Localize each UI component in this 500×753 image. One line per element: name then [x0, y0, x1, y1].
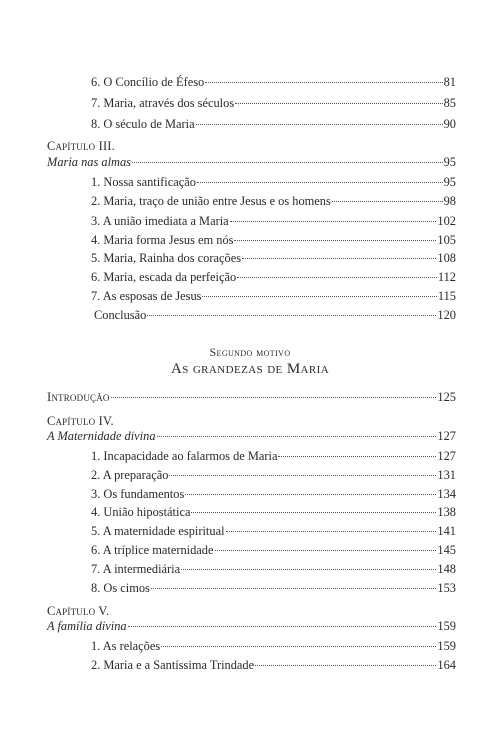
toc-entry-page: 164	[437, 658, 456, 672]
toc-entry	[91, 562, 456, 577]
chapter-title: A Maternidade divina	[47, 429, 156, 443]
toc-entry	[91, 487, 456, 502]
toc-entry-page: 85	[443, 96, 456, 110]
toc-entry-label: 3. Os fundamentos	[91, 487, 185, 501]
toc-entry-label: 3. A união imediata a Maria	[91, 214, 229, 228]
toc-entry-label: 5. Maria, Rainha dos corações	[91, 251, 242, 265]
toc-entry-page: 145	[437, 543, 456, 557]
toc-entry	[91, 194, 456, 209]
toc-entry-page: 141	[437, 524, 456, 538]
chapter-heading: Capítulo V.	[47, 604, 110, 618]
toc-entry-page: 153	[437, 581, 456, 595]
toc-entry-label: 8. O século de Maria	[91, 117, 195, 131]
toc-entry	[91, 233, 456, 248]
leader-dots	[191, 512, 436, 513]
toc-entry-label: 1. Incapacidade ao falarmos de Maria	[91, 449, 278, 463]
toc-entry	[91, 96, 456, 111]
leader-dots	[147, 315, 436, 316]
leader-dots	[255, 665, 436, 666]
leader-dots	[132, 162, 443, 163]
toc-entry	[91, 505, 456, 520]
toc-entry	[91, 639, 456, 654]
toc-entry	[91, 581, 456, 596]
toc-entry	[47, 390, 456, 405]
toc-entry	[91, 117, 456, 132]
leader-dots	[234, 240, 436, 241]
toc-entry-label: 7. Maria, através dos séculos	[91, 96, 235, 110]
chapter-heading: Capítulo III.	[47, 139, 115, 153]
leader-dots	[235, 103, 442, 104]
toc-entry-page: 95	[443, 155, 456, 169]
toc-entry-page: 108	[437, 251, 456, 265]
toc-entry	[91, 468, 456, 483]
toc-entry-label: 4. Maria forma Jesus em nós	[91, 233, 234, 247]
toc-entry-page: 125	[437, 390, 456, 404]
toc-entry-label: 7. As esposas de Jesus	[91, 289, 202, 303]
chapter-title-entry	[47, 155, 456, 170]
toc-entry	[94, 308, 456, 323]
leader-dots	[196, 124, 443, 125]
leader-dots	[332, 201, 443, 202]
leader-dots	[202, 296, 436, 297]
toc-entry-label: 6. Maria, escada da perfeição	[91, 270, 237, 284]
toc-entry-page: 90	[443, 117, 456, 131]
chapter-title: A família divina	[47, 619, 127, 633]
toc-entry	[91, 75, 456, 90]
toc-entry-page: 98	[443, 194, 456, 208]
leader-dots	[185, 494, 436, 495]
toc-entry	[91, 270, 456, 285]
leader-dots	[226, 531, 437, 532]
leader-dots	[197, 182, 443, 183]
leader-dots	[205, 82, 442, 83]
toc-entry-label: 2. Maria e a Santíssima Trindade	[91, 658, 255, 672]
toc-entry	[91, 175, 456, 190]
toc-entry-page: 159	[437, 639, 456, 653]
toc-entry	[91, 251, 456, 266]
toc-entry-page: 127	[437, 429, 456, 443]
toc-entry-label: 1. As relações	[91, 639, 161, 653]
section-subtitle: Segundo motivo	[209, 345, 291, 359]
toc-entry-label: 6. O Concílio de Éfeso	[91, 75, 205, 89]
toc-entry-label: 2. Maria, traço de união entre Jesus e os homens	[91, 194, 331, 208]
toc-entry-page: 159	[437, 619, 456, 633]
leader-dots	[278, 456, 436, 457]
toc-entry-page: 138	[437, 505, 456, 519]
toc-entry	[91, 449, 456, 464]
toc-entry	[91, 214, 456, 229]
chapter-title: Maria nas almas	[47, 155, 131, 169]
chapter-heading: Capítulo IV.	[47, 414, 114, 428]
toc-entry-page: 105	[437, 233, 456, 247]
toc-entry-page: 112	[437, 270, 456, 284]
toc-entry-page: 120	[437, 308, 456, 322]
leader-dots	[151, 588, 437, 589]
leader-dots	[111, 397, 437, 398]
chapter-title-entry	[47, 619, 456, 634]
toc-entry	[91, 543, 456, 558]
toc-entry-page: 115	[437, 289, 456, 303]
toc-entry-label: 1. Nossa santificação	[91, 175, 196, 189]
leader-dots	[157, 436, 437, 437]
toc-entry-page: 102	[437, 214, 456, 228]
toc-entry-label: 4. União hipostática	[91, 505, 191, 519]
toc-entry	[91, 289, 456, 304]
toc-entry-label: 5. A maternidade espiritual	[91, 524, 225, 538]
toc-entry-label: Introdução	[47, 390, 110, 404]
toc-entry-page: 131	[437, 468, 456, 482]
toc-entry-label: Conclusão	[94, 308, 147, 322]
toc-entry-page: 95	[443, 175, 456, 189]
toc-entry-page: 127	[437, 449, 456, 463]
leader-dots	[161, 646, 436, 647]
toc-entry	[91, 658, 456, 673]
toc-entry-page: 148	[437, 562, 456, 576]
leader-dots	[181, 569, 436, 570]
leader-dots	[230, 221, 437, 222]
leader-dots	[128, 626, 437, 627]
toc-entry-page: 81	[443, 75, 456, 89]
toc-entry-label: 8. Os cimos	[91, 581, 150, 595]
toc-entry-label: 6. A tríplice maternidade	[91, 543, 214, 557]
chapter-title-entry	[47, 429, 456, 444]
leader-dots	[169, 475, 436, 476]
leader-dots	[215, 550, 437, 551]
section-title: As grandezas de Maria	[170, 361, 330, 377]
toc-entry-page: 134	[437, 487, 456, 501]
toc-entry-label: 7. A intermediária	[91, 562, 181, 576]
toc-entry	[91, 524, 456, 539]
leader-dots	[242, 258, 436, 259]
leader-dots	[237, 277, 437, 278]
toc-entry-label: 2. A preparação	[91, 468, 169, 482]
